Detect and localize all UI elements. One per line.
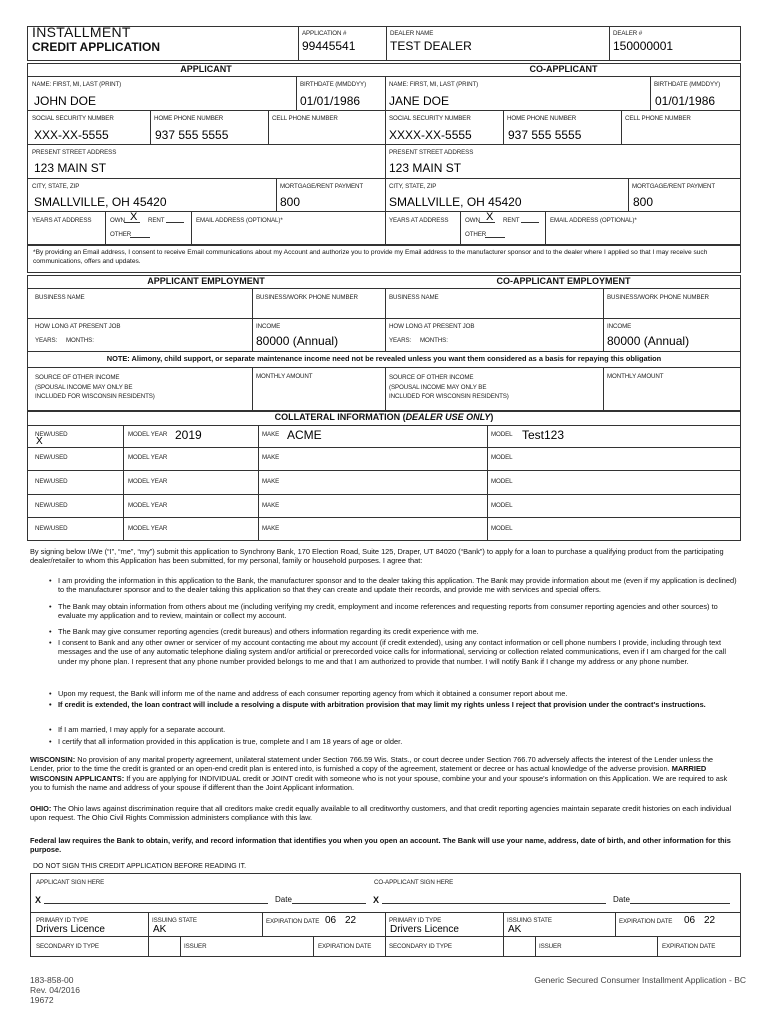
applicant-years-label: YEARS:	[35, 337, 58, 344]
divider	[191, 211, 192, 245]
co-applicant-other-label: OTHER	[465, 231, 487, 238]
model-year-label: MODEL YEAR	[128, 525, 168, 532]
co-applicant-x-mark: X	[373, 895, 380, 905]
applicant-expiration-label: EXPIRATION DATE	[266, 918, 320, 925]
applicant-rent-line[interactable]	[166, 222, 184, 223]
applicant-monthly-amount-label: MONTHLY AMOUNT	[256, 373, 313, 380]
dealer-name-label: DEALER NAME	[390, 30, 434, 37]
dealer-number-label: DEALER #	[613, 30, 643, 37]
applicant-city-field[interactable]: SMALLVILLE, OH 45420	[34, 195, 167, 209]
co-applicant-expiration-year-field[interactable]: 22	[704, 915, 716, 926]
application-number-field[interactable]: 99445541	[302, 39, 356, 53]
applicant-heading: APPLICANT	[180, 64, 232, 74]
co-applicant-income-field[interactable]: 80000 (Annual)	[607, 334, 690, 348]
terms-bullet: • If I am married, I may apply for a separate account.	[58, 725, 738, 734]
applicant-cell-phone-label: CELL PHONE NUMBER	[272, 115, 338, 122]
co-applicant-own-checkmark[interactable]: X	[486, 211, 494, 223]
model-field[interactable]: Test123	[522, 428, 565, 442]
applicant-own-label: OWN	[110, 217, 125, 224]
divider	[385, 367, 386, 411]
co-applicant-primary-id-label: PRIMARY ID TYPE	[389, 917, 442, 924]
model-label: MODEL	[491, 478, 513, 485]
terms-bullet: • I consent to Bank and any other owner or servicer of my account contacting me about my account (if credit extended), using any contact information or cell phone numbers I provide, including through text messages and the use of any automatic telephone dialing system and/or artificial or prerecorded voice calls for informational, servicing or collection related communications, even if I am charged for the call under my phone plan. I represent that any phone number provided belongs to me and that I am authorized to provide that number. I will notify Bank if I change my address or any phone number.	[58, 638, 738, 666]
co-applicant-birthdate-label: BIRTHDATE (MMDDYY)	[654, 81, 721, 88]
co-applicant-months-label: MONTHS:	[420, 337, 448, 344]
form-name: Generic Secured Consumer Installment Application - BC	[534, 975, 746, 985]
applicant-home-phone-label: HOME PHONE NUMBER	[154, 115, 224, 122]
co-applicant-mortgage-field[interactable]: 800	[633, 195, 654, 209]
divider	[27, 447, 741, 448]
new-used-label: NEW/USED	[35, 502, 68, 509]
divider	[535, 936, 536, 957]
applicant-mortgage-field[interactable]: 800	[280, 195, 301, 209]
divider	[27, 144, 741, 145]
co-applicant-ssn-field[interactable]: XXXX-XX-5555	[389, 128, 472, 142]
do-not-sign-warning: DO NOT SIGN THIS CREDIT APPLICATION BEFORE READING IT.	[33, 863, 247, 870]
make-label: MAKE	[262, 525, 280, 532]
co-applicant-business-phone-label: BUSINESS/WORK PHONE NUMBER	[607, 294, 709, 301]
divider	[252, 288, 253, 351]
co-applicant-name-field[interactable]: JANE DOE	[389, 94, 450, 108]
terms-bullet: • Upon my request, the Bank will inform me of the name and address of each consumer reporting agency from which it obtained a consumer report about me.	[58, 689, 738, 698]
divider	[503, 110, 504, 144]
divider	[276, 178, 277, 211]
terms-intro: By signing below I/We (“I”, “me”, “my”) submit this application to Synchrony Bank, 170 Election Road, Suite 125, Draper, UT 84020 (“Bank”) to apply for a loan to purchase a qualifying product from the participating dealer/retailer to whom this Application has been submitted, for my personal, family or household purposes. I agree that:	[30, 547, 724, 566]
co-applicant-sign-label: CO-APPLICANT SIGN HERE	[374, 879, 454, 886]
divider	[603, 288, 604, 351]
applicant-signature-line[interactable]	[44, 903, 268, 904]
co-applicant-city-field[interactable]: SMALLVILLE, OH 45420	[389, 195, 522, 209]
divider	[650, 76, 651, 110]
form-number: 183-858-00 Rev. 04/2016 19672	[30, 975, 80, 1005]
applicant-expiration-month-field[interactable]: 06	[325, 915, 337, 926]
divider	[615, 912, 616, 936]
divider	[545, 211, 546, 245]
divider	[657, 936, 658, 957]
divider	[150, 110, 151, 144]
new-used-field[interactable]: X	[36, 436, 43, 447]
co-applicant-years-label: YEARS:	[389, 337, 412, 344]
terms-bullet: • The Bank may obtain information from others about me (including verifying my credit, employment and income references and requesting reports from consumer reporting agencies and other sources) to evaluate my application and to review, maintain or collect my account.	[58, 602, 738, 621]
applicant-ssn-field[interactable]: XXX-XX-5555	[34, 128, 109, 142]
divider	[609, 26, 610, 61]
co-applicant-issuer-label: ISSUER	[539, 943, 562, 950]
co-applicant-business-name-label: BUSINESS NAME	[389, 294, 439, 301]
co-applicant-other-income-label: SOURCE OF OTHER INCOME (SPOUSAL INCOME MAY ONLY BE INCLUDED FOR WISCONSIN RESIDENTS)	[389, 374, 509, 400]
co-applicant-date-label: Date	[613, 895, 630, 904]
applicant-primary-id-label: PRIMARY ID TYPE	[36, 917, 89, 924]
divider	[123, 425, 124, 541]
co-applicant-primary-id-field[interactable]: Drivers Licence	[390, 924, 459, 935]
co-applicant-mortgage-label: MORTGAGE/RENT PAYMENT	[632, 183, 716, 190]
co-applicant-secondary-expiration-label: EXPIRATION DATE	[662, 943, 716, 950]
applicant-street-field[interactable]: 123 MAIN ST	[34, 161, 107, 175]
co-applicant-other-line[interactable]	[485, 237, 505, 238]
model-year-field[interactable]: 2019	[175, 428, 202, 442]
co-applicant-years-at-address-label: YEARS AT ADDRESS	[389, 217, 449, 224]
applicant-date-line[interactable]	[292, 903, 366, 904]
model-label: MODEL	[491, 525, 513, 532]
make-label: MAKE	[262, 502, 280, 509]
divider	[385, 912, 386, 957]
co-applicant-employment-heading: CO-APPLICANT EMPLOYMENT	[496, 276, 631, 286]
terms-bullet: • The Bank may give consumer reporting agencies (credit bureaus) and others information regarding its credit experience with me.	[58, 627, 738, 636]
divider	[460, 211, 461, 245]
divider	[180, 936, 181, 957]
applicant-income-label: INCOME	[256, 323, 281, 330]
ohio-disclosure: OHIO: The Ohio laws against discrimination require that all creditors make credit equally available to all creditworthy customers, and that credit reporting agencies maintain separate credit histories on each individual upon request. The Ohio Civil Rights Commission administers compliance with this law.	[30, 804, 732, 823]
co-applicant-own-label: OWN	[465, 217, 480, 224]
co-applicant-secondary-id-label: SECONDARY ID TYPE	[389, 943, 452, 950]
divider	[27, 318, 741, 319]
collateral-heading: COLLATERAL INFORMATION (DEALER USE ONLY)	[274, 412, 494, 422]
divider	[27, 110, 741, 111]
terms-bullet: • I am providing the information in this application to the Bank, the manufacturer sponsor and to the dealer taking this application. The Bank may provide information about me (even if my application is declined) to the manufacturer sponsor and to the dealer taking this application so that they can create and update their records, and provide me with services and special offers.	[58, 576, 738, 595]
model-label: MODEL	[491, 454, 513, 461]
applicant-sign-label: APPLICANT SIGN HERE	[36, 879, 105, 886]
new-used-label: NEW/USED	[35, 478, 68, 485]
divider	[27, 425, 741, 426]
applicant-other-income-label: SOURCE OF OTHER INCOME (SPOUSAL INCOME MAY ONLY BE INCLUDED FOR WISCONSIN RESIDENTS)	[35, 374, 155, 400]
co-applicant-street-label: PRESENT STREET ADDRESS	[389, 149, 474, 156]
wisconsin-disclosure: WISCONSIN: No provision of any marital property agreement, unilateral statement under Section 766.59 Wis. Stats., or court decree under Section 766.70 adversely affects the interest of the Lender unless the Lender, prior to the time the credit is granted or an open-end credit plan is entered into, is furnished a copy of the agreement, statement or decree or has actual knowledge of the adverse provision. MARRIED WISCONSIN APPLICANTS: If you are applying for INDIVIDUAL credit or JOINT credit with someone who is not your spouse, combine your and your spouse's information on this Application. We are required to ask you to furnish the name and address of your spouse if different than the Joint Applicant information.	[30, 755, 728, 793]
model-label: MODEL	[491, 431, 513, 438]
applicant-mortgage-label: MORTGAGE/RENT PAYMENT	[280, 183, 364, 190]
divider	[27, 178, 741, 179]
divider	[385, 76, 386, 245]
model-year-label: MODEL YEAR	[128, 478, 168, 485]
applicant-rent-label: RENT	[148, 217, 165, 224]
divider	[628, 178, 629, 211]
applicant-income-field[interactable]: 80000 (Annual)	[256, 334, 339, 348]
alimony-note: NOTE: Alimony, child support, or separate maintenance income need not be revealed unless you want them considered as a basis for repaying this obligation	[106, 354, 662, 363]
co-applicant-ssn-label: SOCIAL SECURITY NUMBER	[389, 115, 471, 122]
make-label: MAKE	[262, 431, 280, 438]
co-applicant-income-label: INCOME	[607, 323, 632, 330]
applicant-issuer-label: ISSUER	[184, 943, 207, 950]
dealer-number-field[interactable]: 150000001	[613, 39, 674, 53]
applicant-expiration-year-field[interactable]: 22	[345, 915, 357, 926]
applicant-months-label: MONTHS:	[66, 337, 94, 344]
applicant-other-line[interactable]	[130, 237, 150, 238]
divider	[105, 211, 106, 245]
divider	[27, 470, 741, 471]
applicant-business-phone-label: BUSINESS/WORK PHONE NUMBER	[256, 294, 358, 301]
divider	[262, 912, 263, 936]
divider	[313, 936, 314, 957]
divider	[386, 26, 387, 61]
applicant-birthdate-field[interactable]: 01/01/1986	[300, 94, 361, 108]
co-applicant-issuing-state-field[interactable]: AK	[508, 924, 522, 935]
applicant-home-phone-field[interactable]: 937 555 5555	[155, 128, 229, 142]
co-applicant-signature-line[interactable]	[382, 903, 606, 904]
divider	[621, 110, 622, 144]
applicant-employment-heading: APPLICANT EMPLOYMENT	[147, 276, 265, 286]
terms-bullet-arbitration: • If credit is extended, the loan contract will include a resolving a dispute with arbitration provision that may limit my rights unless I reject that provision under the contract's instructions.	[58, 700, 738, 709]
co-applicant-monthly-amount-label: MONTHLY AMOUNT	[607, 373, 664, 380]
co-applicant-rent-line[interactable]	[521, 222, 539, 223]
make-label: MAKE	[262, 478, 280, 485]
divider	[27, 351, 741, 352]
divider	[27, 76, 741, 77]
applicant-street-label: PRESENT STREET ADDRESS	[32, 149, 117, 156]
applicant-primary-id-field[interactable]: Drivers Licence	[36, 924, 105, 935]
applicant-name-field[interactable]: JOHN DOE	[34, 94, 97, 108]
model-year-label: MODEL YEAR	[128, 454, 168, 461]
co-applicant-expiration-month-field[interactable]: 06	[684, 915, 696, 926]
divider	[27, 288, 741, 289]
co-applicant-name-label: NAME: FIRST, MI, LAST (PRINT)	[389, 81, 479, 88]
divider	[603, 367, 604, 411]
applicant-date-label: Date	[275, 895, 292, 904]
new-used-label: NEW/USED	[35, 525, 68, 532]
co-applicant-home-phone-label: HOME PHONE NUMBER	[507, 115, 577, 122]
applicant-birthdate-label: BIRTHDATE (MMDDYY)	[300, 81, 367, 88]
divider	[296, 76, 297, 110]
terms-bullet: • I certify that all information provided in this application is true, complete and I am 18 years of age or older.	[58, 737, 738, 746]
application-number-label: APPLICATION #	[302, 30, 347, 37]
make-field[interactable]: ACME	[287, 428, 322, 442]
applicant-ssn-label: SOCIAL SECURITY NUMBER	[32, 115, 114, 122]
model-year-label: MODEL YEAR	[128, 502, 168, 509]
new-used-label: NEW/USED	[35, 454, 68, 461]
applicant-secondary-expiration-label: EXPIRATION DATE	[318, 943, 372, 950]
applicant-issuing-state-field[interactable]: AK	[153, 924, 167, 935]
email-consent-text: *By providing an Email address, I consent to receive Email communications about my Account and authorize you to provide my Email address to the manufacturer sponsor and to the dealer where I applied so that I may receive such communications, offers and updates.	[33, 249, 708, 265]
divider	[385, 288, 386, 351]
co-applicant-how-long-label: HOW LONG AT PRESENT JOB	[389, 323, 475, 330]
co-applicant-issuing-state-label: ISSUING STATE	[507, 917, 552, 924]
federal-law-notice: Federal law requires the Bank to obtain, verify, and record information that identifies you when you open an account. The Bank will use your name, address, date of birth, and other information for this purpose.	[30, 836, 731, 855]
form-title-line2: CREDIT APPLICATION	[32, 40, 160, 54]
applicant-own-checkmark[interactable]: X	[130, 211, 138, 223]
co-applicant-cell-phone-label: CELL PHONE NUMBER	[625, 115, 691, 122]
divider	[298, 26, 299, 61]
co-applicant-heading: CO-APPLICANT	[529, 64, 598, 74]
co-applicant-home-phone-field[interactable]: 937 555 5555	[508, 128, 582, 142]
co-applicant-street-field[interactable]: 123 MAIN ST	[389, 161, 462, 175]
divider	[503, 912, 504, 957]
co-applicant-rent-label: RENT	[503, 217, 520, 224]
divider	[258, 425, 259, 541]
applicant-x-mark: X	[35, 895, 42, 905]
applicant-city-label: CITY, STATE, ZIP	[32, 183, 80, 190]
co-applicant-date-line[interactable]	[630, 903, 730, 904]
applicant-other-label: OTHER	[110, 231, 132, 238]
applicant-issuing-state-label: ISSUING STATE	[152, 917, 197, 924]
divider	[27, 517, 741, 518]
divider	[268, 110, 269, 144]
make-label: MAKE	[262, 454, 280, 461]
model-label: MODEL	[491, 502, 513, 509]
co-applicant-birthdate-field[interactable]: 01/01/1986	[655, 94, 716, 108]
divider	[252, 367, 253, 411]
co-applicant-expiration-label: EXPIRATION DATE	[619, 918, 673, 925]
model-year-label: MODEL YEAR	[128, 431, 168, 438]
applicant-how-long-label: HOW LONG AT PRESENT JOB	[35, 323, 121, 330]
divider	[27, 367, 741, 368]
co-applicant-city-label: CITY, STATE, ZIP	[389, 183, 437, 190]
applicant-email-label: EMAIL ADDRESS (OPTIONAL)*	[196, 217, 283, 224]
dealer-name-field[interactable]: TEST DEALER	[390, 39, 472, 53]
divider	[27, 494, 741, 495]
form-title-line1: INSTALLMENT	[32, 24, 131, 40]
applicant-years-at-address-label: YEARS AT ADDRESS	[32, 217, 92, 224]
divider	[148, 912, 149, 957]
co-applicant-email-label: EMAIL ADDRESS (OPTIONAL)*	[550, 217, 637, 224]
new-used-label: NEW/USED	[35, 431, 68, 438]
applicant-secondary-id-label: SECONDARY ID TYPE	[36, 943, 99, 950]
divider	[487, 425, 488, 541]
applicant-business-name-label: BUSINESS NAME	[35, 294, 85, 301]
applicant-name-label: NAME: FIRST, MI, LAST (PRINT)	[32, 81, 122, 88]
